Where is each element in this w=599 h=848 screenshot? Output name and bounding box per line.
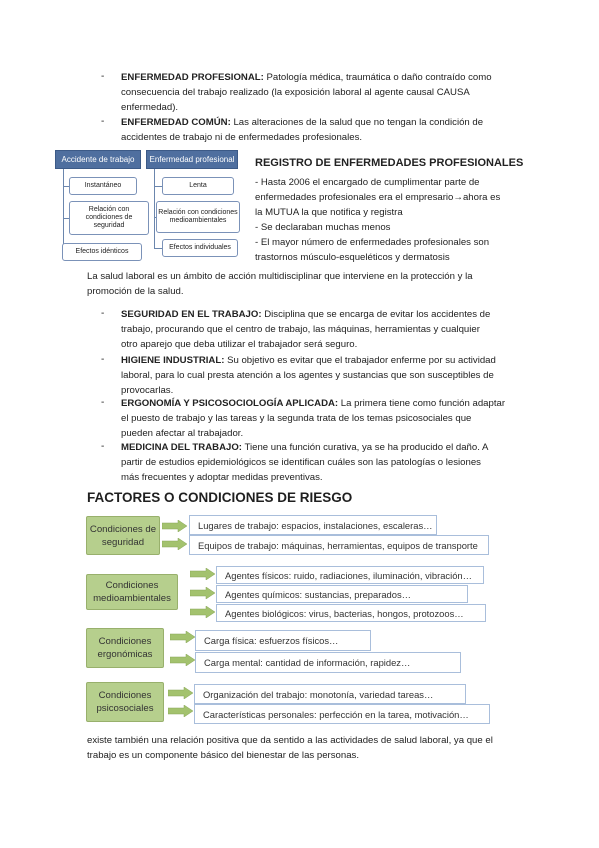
arrow-icon [162, 520, 188, 532]
header-accidente: Accidente de trabajo [55, 150, 141, 169]
registro-line: la MUTUA la que notifica y registra [255, 207, 403, 218]
item-carga-fisica: Carga física: esfuerzos físicos… [195, 630, 371, 651]
term: ERGONOMÍA Y PSICOSOCIOLOGÍA APLICADA: [121, 398, 339, 409]
connector [154, 248, 162, 249]
item-lugares-trabajo: Lugares de trabajo: espacios, instalaciones, escaleras… [189, 515, 437, 535]
connector [154, 186, 162, 187]
item-equipos-trabajo: Equipos de trabajo: máquinas, herramientas, equipos de transporte [189, 535, 489, 555]
closing-paragraph [87, 733, 527, 763]
line: La primera tiene como función adaptar [338, 398, 506, 409]
registro-body [255, 175, 525, 265]
term: ENFERMEDAD PROFESIONAL: [121, 72, 264, 83]
line: enfermedad). [121, 102, 179, 113]
line: Las alteraciones de la salud que no tengan la condición de [230, 117, 484, 128]
line: Patología médica, traumática o daño contraído como [263, 72, 492, 83]
registro-line: - Hasta 2006 el encargado de cumplimentar parte de [255, 177, 480, 188]
item-organizacion-trabajo: Organización del trabajo: monotonía, variedad tareas… [194, 684, 466, 704]
term: MEDICINA DEL TRABAJO: [121, 442, 242, 453]
registro-line: - Se declaraban muchas menos [255, 222, 391, 233]
definition-enfermedad-profesional [121, 70, 516, 115]
item-caracteristicas-personales: Características personales: perfección en la tarea, motivación… [194, 704, 490, 724]
disciplina-medicina [121, 440, 516, 485]
item-efectos-identicos: Efectos idénticos [62, 243, 142, 261]
arrow-icon [190, 587, 216, 599]
line: trabajo, procurando que el centro de trabajo, las máquinas, herramientas y cualquier [121, 324, 480, 335]
line: provocarlas. [121, 385, 174, 396]
group-seguridad: Condiciones de seguridad [86, 516, 160, 555]
header-enfermedad: Enfermedad profesional [146, 150, 238, 169]
bullet-marker: - [101, 116, 105, 127]
arrow-icon [190, 568, 216, 580]
registro-title: REGISTRO DE ENFERMEDADES PROFESIONALES [255, 157, 524, 169]
paragraph-line: promoción de la salud. [87, 286, 184, 297]
term: HIGIENE INDUSTRIAL: [121, 355, 225, 366]
group-medioambientales: Condiciones medioambientales [86, 574, 178, 610]
arrow-icon [170, 631, 196, 643]
line: laboral, para lo cual presta atención a los agentes y sustancias que son susceptibles de [121, 370, 494, 381]
line: pueden afectar al trabajador. [121, 428, 244, 439]
arrow-icon [170, 654, 196, 666]
item-lenta: Lenta [162, 177, 234, 195]
line: consecuencia del trabajo realizado (la exposición laboral al agente causal CAUSA [121, 87, 470, 98]
item-efectos-individuales: Efectos individuales [162, 239, 238, 257]
line: el puesto de trabajo y las tareas y la segunda trata de los temas psicosociales que [121, 413, 472, 424]
paragraph-line: La salud laboral es un ámbito de acción multidisciplinar que interviene en la protección y la [87, 271, 473, 282]
line: partir de estudios epidemiológicos se identifican cuáles son las patologías o lesiones [121, 457, 481, 468]
registro-line: enfermedades profesionales era el empresario→ahora es [255, 192, 501, 203]
item-carga-mental: Carga mental: cantidad de información, rapidez… [195, 652, 461, 673]
disciplina-ergonomia [121, 396, 516, 441]
disciplina-seguridad [121, 307, 516, 352]
registro-line: - El mayor número de enfermedades profesionales son [255, 237, 490, 248]
paragraph-line: trabajo es un componente básico del bienestar de las personas. [87, 750, 359, 761]
item-instantaneo: Instantáneo [69, 177, 137, 195]
bullet-marker: - [101, 308, 105, 319]
bullet-marker: - [101, 71, 105, 82]
bullet-marker: - [101, 441, 105, 452]
item-relacion-seguridad: Relación con condiciones de seguridad [69, 201, 149, 235]
salud-laboral-paragraph [87, 269, 527, 299]
item-agentes-quimicos: Agentes químicos: sustancias, preparados… [216, 585, 468, 603]
line: otro aparejo que deba utilizar el trabajador será seguro. [121, 339, 358, 350]
item-relacion-medioambientales: Relación con condiciones medioambientales [156, 201, 240, 233]
line: más frecuentes y adoptar medidas preventivas. [121, 472, 323, 483]
line: accidentes de trabajo ni de enfermedades profesionales. [121, 132, 363, 143]
item-agentes-biologicos: Agentes biológicos: virus, bacterias, hongos, protozoos… [216, 604, 486, 622]
arrow-icon [168, 687, 194, 699]
line: Tiene una función curativa, ya se ha producido el daño. A [242, 442, 489, 453]
group-psicosociales: Condiciones psicosociales [86, 682, 164, 722]
term: SEGURIDAD EN EL TRABAJO: [121, 309, 262, 320]
bullet-marker: - [101, 397, 105, 408]
connector [154, 169, 155, 249]
bullet-marker: - [101, 354, 105, 365]
arrow-icon [168, 705, 194, 717]
factores-title: FACTORES O CONDICIONES DE RIESGO [87, 490, 353, 505]
term: ENFERMEDAD COMÚN: [121, 117, 231, 128]
definition-enfermedad-comun [121, 115, 516, 145]
line: Su objetivo es evitar que el trabajador enferme por su actividad [224, 355, 496, 366]
paragraph-line: existe también una relación positiva que da sentido a las actividades de salud laboral, ya que el [87, 735, 493, 746]
registro-line: trastornos músculo-esqueléticos y dermatosis [255, 252, 450, 263]
group-ergonomicas: Condiciones ergonómicas [86, 628, 164, 668]
disciplina-higiene [121, 353, 516, 398]
item-agentes-fisicos: Agentes físicos: ruido, radiaciones, iluminación, vibración… [216, 566, 484, 584]
connector [63, 169, 64, 253]
arrow-icon [190, 606, 216, 618]
line: Disciplina que se encarga de evitar los accidentes de [261, 309, 491, 320]
arrow-icon [162, 538, 188, 550]
